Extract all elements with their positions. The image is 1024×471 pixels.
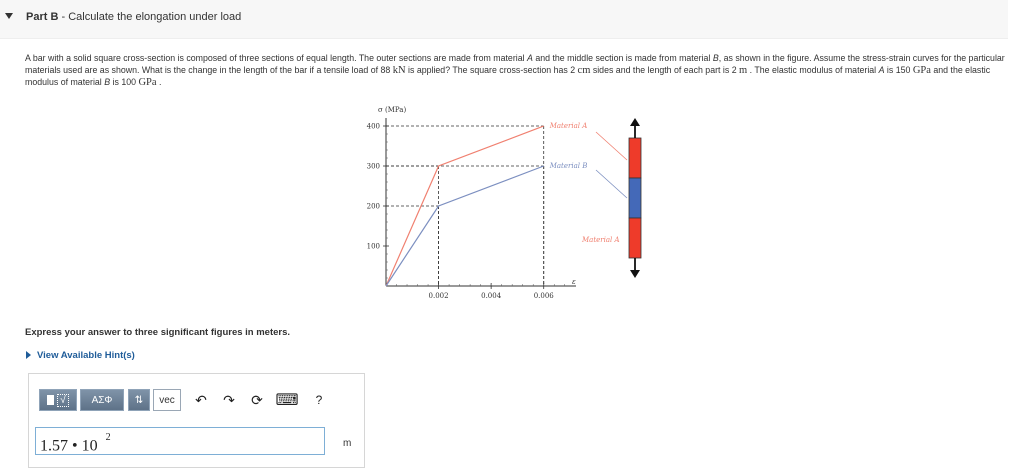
templates-button[interactable] [39,389,77,411]
redo-icon[interactable]: ↷ [223,391,235,408]
unit-gpa: GPa [138,76,157,88]
sqrt-icon: √ [57,394,69,407]
label-connector-a [596,132,627,160]
reset-icon[interactable]: ⟳ [251,391,263,408]
collapse-triangle-icon[interactable] [5,13,13,19]
y-tick-label: 300 [366,162,380,171]
problem-text: is 150 [884,64,913,75]
answer-mantissa: 1.57 [40,437,68,455]
view-hints-label: View Available Hint(s) [37,350,135,361]
bar-section-a-bottom [629,218,641,258]
problem-text: . [156,76,162,87]
undo-icon[interactable]: ↶ [195,391,207,408]
unit-m: m [739,64,748,76]
material-var: B [104,76,111,87]
instruction-text: Express your answer to three significant figures in meters. [25,327,291,338]
problem-statement [25,53,1010,88]
problem-text: and the elastic modulus of material [25,64,991,87]
help-icon[interactable]: ? [315,393,323,407]
part-title-text: Calculate the elongation under load [68,11,242,23]
y-axis-label: σ (MPa) [378,106,407,114]
problem-text: A bar with a solid square cross-section is composed of three sections of equal length. The outer sections are made from material [25,53,528,63]
problem-text: and the middle section is made from material [532,53,713,63]
bar-section-a-top [629,138,641,178]
vec-button[interactable] [153,389,181,411]
keyboard-icon[interactable]: ⌨ [275,392,299,409]
problem-text: , as shown in the figure. Assume the stress-strain curves for the particular materials used are as shown. What is the change in the length of the bar if a tensile load of 88 [25,53,1005,75]
answer-exponent: 2 [105,432,111,443]
arrow-head-down-icon [630,270,640,278]
material-var: B [712,53,719,63]
bar-section-b [629,178,641,218]
view-hints-link[interactable] [26,350,135,361]
part-title [26,11,241,23]
expand-triangle-icon [26,351,31,359]
y-tick-label: 200 [366,202,380,211]
unit-gpa: GPa [912,64,931,76]
part-header[interactable] [0,0,1008,39]
x-axis-label: ε [572,278,576,286]
arrows-icon: ⇅ [134,394,144,406]
arrows-button[interactable] [128,389,150,411]
answer-unit: m [343,438,352,449]
part-label: Part B [26,11,59,23]
series-line [386,166,544,286]
stress-strain-chart [350,100,670,306]
y-tick-label: 100 [366,242,380,251]
problem-text: is 100 [110,76,139,87]
unit-kn: kN [392,64,406,76]
vec-label: vec [159,394,175,406]
x-tick-label: 0.002 [428,292,449,300]
template-box-icon [47,395,54,405]
y-tick-label: 400 [366,122,380,131]
answer-times: • [72,437,78,455]
problem-text: is applied? The square cross-section has 2 [405,64,578,75]
problem-text: . The elastic modulus of material [747,64,879,75]
series-label: Material A [549,122,588,130]
arrow-head-up-icon [630,118,640,126]
answer-base: 10 [81,437,98,455]
problem-text: sides and the length of each part is 2 [590,64,740,75]
material-var: A [878,64,885,75]
answer-panel [28,373,365,468]
unit-cm: cm [577,64,591,76]
problem-figure [350,100,670,306]
answer-input[interactable] [35,427,325,455]
series-label: Material B [549,162,588,170]
greek-label: ΑΣΦ [91,394,113,406]
greek-button[interactable] [80,389,124,411]
bar-label: Material A [582,236,620,244]
series-line [386,126,544,286]
part-separator: - [58,11,69,23]
label-connector-b [596,170,627,198]
x-tick-label: 0.004 [481,292,502,300]
x-tick-label: 0.006 [533,292,554,300]
material-var: A [527,53,533,63]
